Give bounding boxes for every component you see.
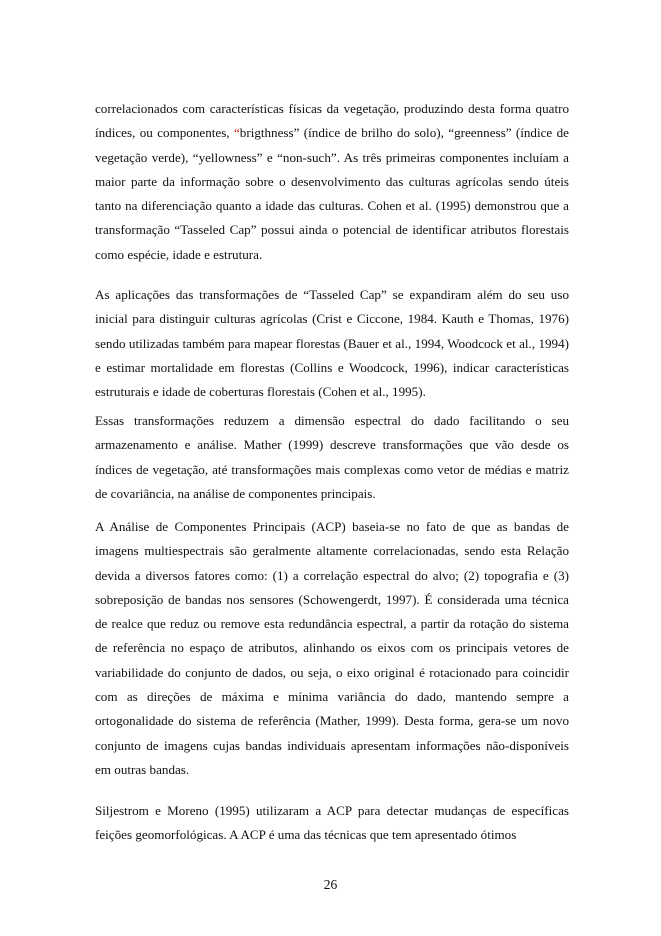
paragraph-acp-principles: A Análise de Componentes Principais (ACP) baseia-se no fato de que as bandas de imagens multiespectrais são geralmente altamente correlacionadas, sendo esta Relação devida a diversos fatores como: (1) a correlação espectral do alvo; (2) topografia e (3) sobreposição de bandas nos sensores (Schowengerdt, 1997). É considerada uma técnica de realce que reduz ou remove esta redundância espectral, a partir da rotação do sistema de referência no espaço de atributos, alinhando os eixos com os principais vetores de variabilidade do conjunto de dados, ou seja, o eixo original é rotacionado para coincidir com as direções de máxima e mínima variância do dado, mantendo sempre a ortogonalidade do sistema de referência (Mather, 1999). Desta forma, gera-se um novo conjunto de imagens cujas bandas individuais apresentam informações não-disponíveis em outras bandas. — [95, 519, 569, 777]
paragraph-spectral-reduction: Essas transformações reduzem a dimensão espectral do dado facilitando o seu armazenamento e análise. Mather (1999) descreve transformações que vão desde os índices de vegetação, até transformações mais complexas como vetor de médias e matriz de covariância, na análise de componentes principais. — [95, 413, 569, 501]
page-number: 26 — [323, 877, 338, 892]
paragraph-text-rest: brigthness” (índice de brilho do solo), “greenness” (índice de vegetação verde), “yellowness” e “non-such”. As três primeiras componentes incluíam a maior parte da informação sobre o desenvolvimento das culturas agrícolas sendo úteis tanto na diferenciação quanto a idade das culturas. Cohen et al. (1995) demonstrou que a transformação “Tasseled Cap” possui ainda o potencial de identificar atributos florestais como espécie, idade e estrutura. — [95, 125, 569, 262]
paragraph-acp-change-detection: Siljestrom e Moreno (1995) utilizaram a ACP para detectar mudanças de específicas feições geomorfológicas. A ACP é uma das técnicas que tem apresentado ótimos — [95, 803, 569, 843]
red-quote-mark: “ — [233, 125, 240, 141]
paragraph-tasseled-cap-indices — [95, 97, 569, 267]
paragraph-tasseled-cap-applications: As aplicações das transformações de “Tasseled Cap” se expandiram além do seu uso inicial para distinguir culturas agrícolas (Crist e Ciccone, 1984. Kauth e Thomas, 1976) sendo utilizadas também para mapear florestas (Bauer et al., 1994, Woodcock et al., 1994) e estimar mortalidade em florestas (Collins e Woodcock, 1996), indicar características estruturais e idade de coberturas florestais (Cohen et al., 1995). — [95, 287, 569, 400]
paragraph-text-start: correlacionados com características físicas da vegetação, produzindo desta forma quatro índices, ou componentes, — [95, 101, 569, 141]
